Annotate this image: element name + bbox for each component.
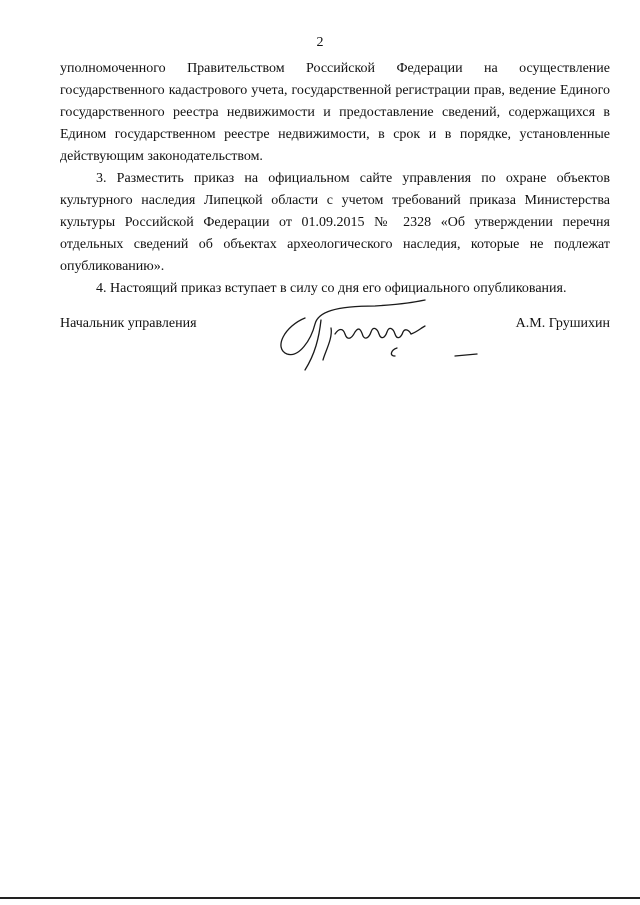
paragraph-continuation: уполномоченного Правительством Российской Федерации на осуществление государственного кадастрового учета, государственной регистрации прав, ведение Единого государственного реестра недвижимости и предоставление сведений, содержащихся в Едином государственном реестре недвижимости, в срок и в порядке, установленные действующим законодательством. xyxy=(60,61,610,164)
handwritten-signature xyxy=(265,298,485,378)
page-bottom-edge xyxy=(0,897,640,899)
page-number: 2 xyxy=(316,35,324,50)
paragraph-item-3: 3. Разместить приказ на официальном сайте управления по охране объектов культурного наследия Липецкой области с учетом требований приказа Министерства культуры Российской Федерации от 01.09.2015 № 2328 «Об утверждении перечня отдельных сведений об объектах археологического наследия, которые не подлежат опубликованию». xyxy=(60,171,610,274)
document-body xyxy=(60,58,610,300)
signatory-name: А.М. Грушихин xyxy=(515,316,610,331)
signature-block xyxy=(60,312,610,392)
paragraph-item-4: 4. Настоящий приказ вступает в силу со дня его официального опубликования. xyxy=(96,281,567,296)
signatory-position: Начальник управления xyxy=(60,316,197,331)
